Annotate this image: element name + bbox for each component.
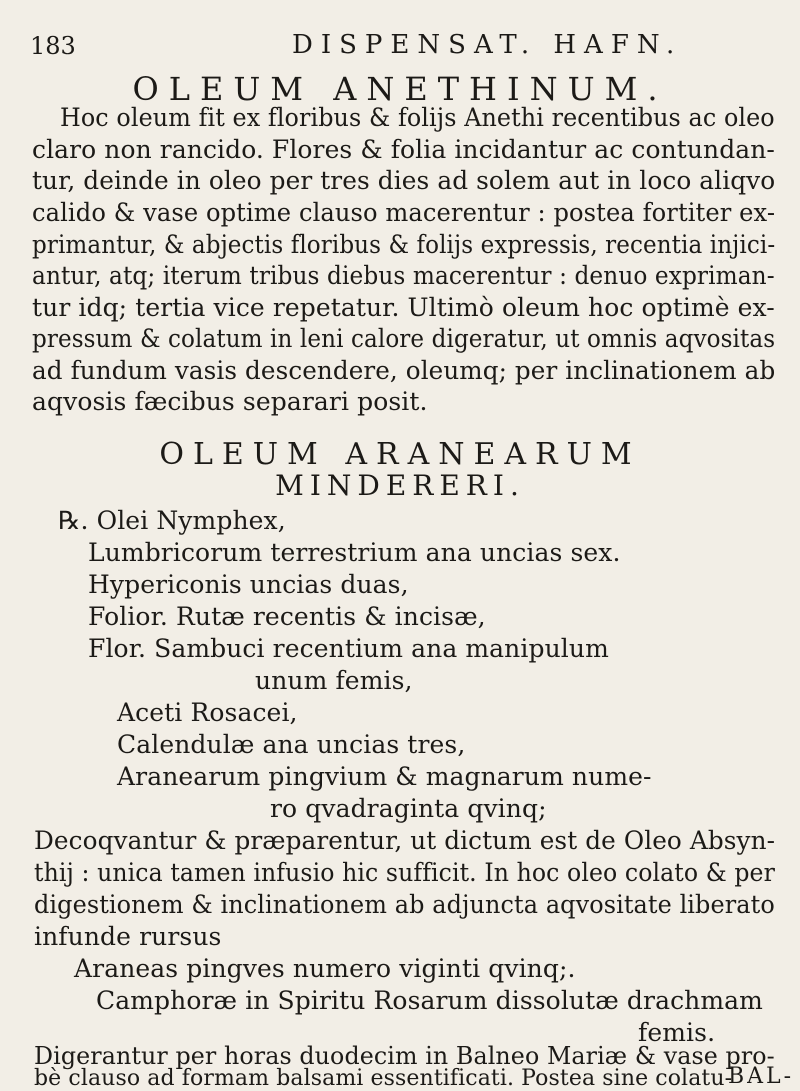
text-line: Decoqvantur & præparentur, ut dictum est de Oleo Absyn-: [34, 826, 776, 855]
text-line: infunde rursus: [34, 922, 222, 951]
recipe-line: Camphoræ in Spiritu Rosarum dissolutæ drachmam: [96, 986, 763, 1015]
text-line: Digerantur per horas duodecim in Balneo Mariæ & vase pro-: [34, 1042, 775, 1070]
page-header: [30, 28, 770, 68]
section-title-oleum-anethinum: OLEUM ANETHINUM.: [132, 70, 668, 108]
recipe-line: Folior. Rutæ recentis & incisæ,: [88, 602, 486, 631]
section-title-oleum-aranearum: OLEUM ARANEARUM: [159, 437, 641, 472]
running-head: DISPENSAT. HAFN.: [292, 30, 683, 60]
recipe-line: Flor. Sambuci recentium ana manipulum: [88, 634, 609, 663]
text-line: aqvosis fæcibus separari posit.: [32, 387, 428, 416]
text-line: digestionem & inclinationem ab adjuncta aqvositate liberato: [34, 890, 775, 919]
text-line: primantur, & abjectis floribus & folijs expressis, recentia injici-: [32, 230, 776, 259]
recipe-line: unum femis,: [255, 666, 413, 695]
text-line: ad fundum vasis descendere, oleumq; per inclinationem ab: [32, 356, 776, 385]
recipe-line: Lumbricorum terrestrium ana uncias sex.: [88, 538, 621, 567]
text-line: bè clauso ad formam balsami essentificati. Postea sine colatu-: [34, 1066, 733, 1091]
page-number: 183: [30, 32, 76, 60]
catchword: BAL-: [728, 1064, 795, 1089]
recipe-line: ro qvadraginta qvinq;: [270, 794, 547, 823]
recipe-line: femis.: [638, 1018, 716, 1047]
text-line: antur, atq; iterum tribus diebus macerentur : denuo expriman-: [32, 261, 775, 290]
text-line: tur, deinde in oleo per tres dies ad solem aut in loco aliqvo: [32, 166, 776, 195]
recipe-line: Aceti Rosacei,: [117, 698, 298, 727]
recipe-line: Calendulæ ana uncias tres,: [117, 730, 466, 759]
recipe-line: Araneas pingves numero viginti qvinq;.: [74, 954, 576, 983]
text-line: claro non rancido. Flores & folia incidantur ac contundan-: [32, 135, 775, 164]
recipe-line: ℞. Olei Nymphex,: [58, 506, 286, 535]
recipe-line: Aranearum pingvium & magnarum nume-: [117, 762, 652, 791]
text-line: tur idq; tertia vice repetatur. Ultimò oleum hoc optimè ex-: [32, 293, 775, 322]
recipe-line: Hypericonis uncias duas,: [88, 570, 409, 599]
text-line: calido & vase optime clauso macerentur : postea fortiter ex-: [32, 198, 776, 227]
text-line: thij : unica tamen infusio hic sufficit. In hoc oleo colato & per: [34, 858, 775, 887]
text-line: pressum & colatum in leni calore digeratur, ut omnis aqvositas: [32, 324, 776, 353]
text-line: Hoc oleum fit ex floribus & folijs Anethi recentibus ac oleo: [60, 103, 775, 132]
section-subtitle-mindereri: MINDERERI.: [275, 469, 525, 502]
